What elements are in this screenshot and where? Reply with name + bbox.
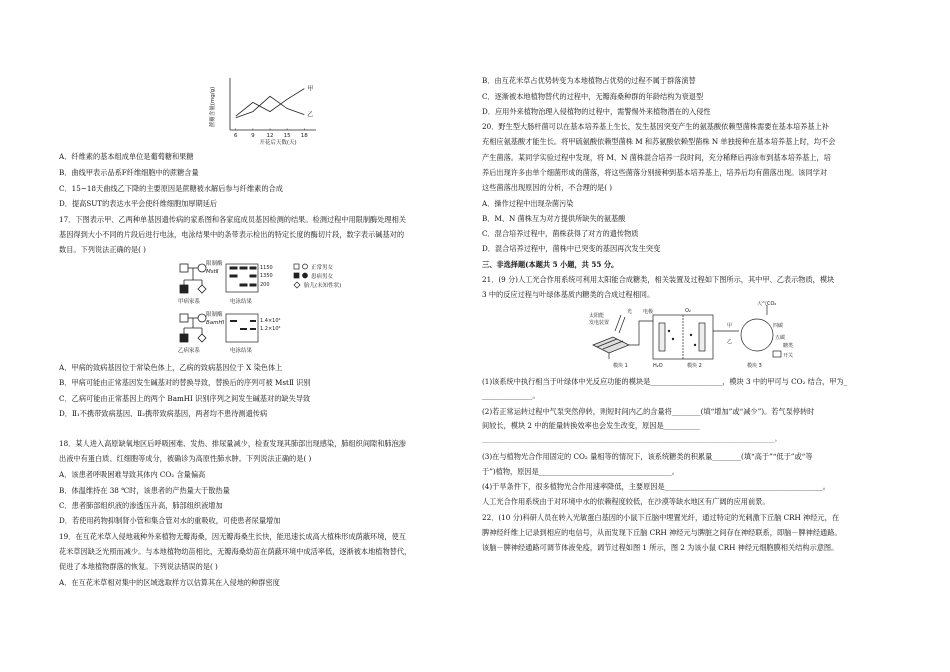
q18-stem: 出液中有蛋白质、红细胞等成分，被确诊为高原性肺水肿。下列说法正确的是( ) — [59, 454, 312, 463]
gel-caption: 电泳结果 — [230, 348, 253, 354]
q21-part3: (3)在与植物光合作用固定的 CO₂ 量相等的情况下，该系统糖类的积累量________(填“高于”“低于”或“等 — [482, 452, 813, 461]
pedigree-figure-b — [174, 310, 334, 356]
q20-stem: 产生菌落。某同学实验过程中发现，将 M、N 菌株混合培养一段时间，充分稀释后再涂布到基本培养基上，培 — [482, 153, 831, 162]
q19-option-a: A．在互花米草相对集中的区域选取样方以估算其在入侵地的种群密度 — [59, 578, 280, 587]
artificial-photosynthesis-figure — [587, 301, 807, 371]
q22-stem: 脾神经纤维上记录到相应的电信号，从而发现下丘脑 CRH 神经元与脾脏之间存在神经联系，即脑－脾神经通路。 — [482, 528, 842, 537]
jia-label: 甲 — [727, 323, 733, 329]
q19-option-c: C．逐渐被本地植物替代的过程中，无瓣海桑种群的年龄结构为衰退型 — [482, 92, 704, 101]
enzyme-label: 限制酶 — [206, 261, 223, 267]
pedigree-figure-a — [174, 258, 384, 308]
q21-part3: 于”)植物，原因是_____________________________________。 — [482, 467, 679, 476]
q17-option-d: D．Ⅱ₁不携带致病基因、Ⅱ₂携带致病基因，两者均不患待测遗传病 — [59, 409, 268, 418]
module1-label: 模块 1 — [613, 363, 628, 369]
q16-option-d: D．提高SUT的表达水平会使纤维细胞加厚期延后 — [59, 199, 218, 208]
panel-label: 发电装置 — [589, 320, 610, 326]
q21-part2: (2)若正常运转过程中气泵突然停转，则短时间内乙的含量将________(填“增加”或“减少”)。若气泵停转时 — [482, 407, 815, 416]
q21-stem: 3 中的反应过程与叶绿体基质内糖类的合成过程相同。 — [482, 290, 655, 299]
x-tick-label: 15 — [283, 133, 291, 139]
q20-option-a: A．操作过程中出现杂菌污染 — [482, 199, 574, 208]
q19-option-d: D．应用外来植物治理入侵植物的过程中，需警惕外来植物潜在的入侵性 — [482, 107, 711, 116]
family-caption: 甲病家系 — [178, 299, 201, 305]
family-caption: 乙病家系 — [178, 348, 201, 354]
five-carbon-label: 五碳 — [775, 335, 786, 341]
switch-label: 开关 — [783, 353, 794, 359]
q18-option-c: C．患者肺部组织液的渗透压升高，肺部组织液增加 — [59, 501, 223, 510]
q19-option-b: B．由互花米草占优势转变为本地植物占优势的过程不属于群落演替 — [482, 76, 696, 85]
q20-option-d: D．混合培养过程中，菌株中已突变的基因再次发生突变 — [482, 244, 661, 253]
q17-stem: 基因得到大小不同的片段后进行电泳，电泳结果中的条带表示检出的特定长度的酶切片段，数字表示碱基对的 — [59, 230, 405, 239]
module3-label: 模块 3 — [747, 363, 762, 369]
yi-label: 乙 — [727, 339, 733, 345]
legend-normal: 正常男女 — [311, 265, 334, 271]
light-label: 光 — [627, 309, 633, 315]
series-line-1 — [236, 89, 305, 117]
q21-part4: 人工光合作用系统由于对环境中水的依赖程度较低，在沙漠等缺水地区有广阔的应用前景。 — [482, 497, 770, 506]
sucrose-line-chart — [206, 76, 341, 148]
q19-stem: 19．在互花米草入侵地栽种外来植物无瓣海桑，因无瓣海桑生长快，能迅速长成高大植株形成荫蔽环境，使互 — [59, 532, 406, 541]
enzyme-label: 限制酶 — [206, 312, 223, 318]
series-line-2 — [236, 96, 305, 117]
q20-option-c: C．混合培养过程中，菌株获得了对方的遗传物质 — [482, 229, 639, 238]
enzyme-name: MstⅡ — [206, 269, 219, 275]
q17-option-b: B．甲病可能由正常基因发生碱基对的替换导致，替换后的序列可被 MstⅡ 识别 — [59, 378, 311, 387]
q21-part1: (1)该系统中执行相当于叶绿体中光反应功能的模块是____________________，模块 3 中的甲可与 CO₂ 结合，甲为_ — [482, 377, 848, 386]
air-co2-label: 大气CO₂ — [757, 301, 777, 307]
q16-option-b: B．曲线甲表示品系F纤维细胞中的蔗糖含量 — [59, 168, 199, 177]
q16-option-a: A．纤维素的基本组成单位是葡萄糖和果糖 — [59, 152, 194, 161]
q18-option-a: A．该患者呼吸困难导致其体内 CO₂ 含量偏高 — [59, 470, 206, 479]
band-size: 1.2×10⁴ — [260, 326, 281, 332]
y-axis-label: 蔗糖含量(mg/g) — [210, 86, 216, 128]
x-axis-label: 开花后天数(天) — [259, 140, 297, 146]
q20-stem: 充相应氨基酸才能生长。将甲硫氨酸依赖型菌株 M 和苏氨酸依赖型菌株 N 单独接种在基本培养基上时，均不会 — [482, 137, 836, 146]
band-size: 1150 — [260, 265, 273, 271]
q18-stem: 18．某人进入高原缺氧地区后呼吸困难、发热、排尿量减少，检查发现其肺部出现感染，肺组织间隙和肺泡渗 — [59, 439, 406, 448]
q21-stem: 21．(9 分)人工光合作用系统可利用太阳能合成糖类，相关装置及过程如下图所示，其中甲、乙表示物质，模块 — [482, 275, 835, 284]
series-label: 乙 — [307, 111, 314, 119]
four-carbon-label: 四碳 — [773, 323, 784, 329]
band-size: 1.4×10⁴ — [260, 318, 281, 324]
x-tick-label: 12 — [266, 133, 274, 139]
gel-caption: 电泳结果 — [230, 299, 253, 305]
sugar-label: 糖类 — [783, 343, 794, 349]
q21-part2: 间较长，模块 2 中的能量转换效率也会发生改变，原因是__________ — [482, 421, 700, 430]
q19-stem: 花米草因缺乏光照而减少。与本地植物幼苗相比，无瓣海桑幼苗在荫蔽环境中成活率低，逐渐被本地植物替代， — [59, 547, 412, 556]
legend-fetus: 胎儿(未知性状) — [304, 283, 342, 289]
q21-part4: (4)干旱条件下，很多植物光合作用速率降低，主要原因是____________________________________________。 — [482, 482, 830, 491]
enzyme-name: BamHⅠ — [206, 320, 225, 326]
q20-stem: 养后出现许多由单个细菌形成的菌落，将这些菌落分别接种到基本培养基上，培养后均有菌落出现。该同学对 — [482, 168, 828, 177]
legend-affected: 患病男女 — [311, 274, 334, 280]
section-heading: 三、非选择题(本题共 5 小题，共 55 分。 — [482, 260, 619, 269]
q17-stem: 17．下图表示甲、乙两种单基因遗传病的家系图和各家庭成员基因检测的结果。检测过程中用限制酶处理相关 — [59, 215, 406, 224]
q17-option-a: A．甲病的致病基因位于常染色体上，乙病的致病基因位于 X 染色体上 — [59, 363, 283, 372]
q18-option-d: D．若使用药物抑制肾小管和集合管对水的重吸收，可使患者尿量增加 — [59, 516, 281, 525]
solar-label: 太阳能 — [589, 313, 605, 319]
q17-option-c: C．乙病可能由正常基因上的两个 BamHⅠ 识别序列之间发生碱基对的缺失导致 — [59, 394, 311, 403]
q18-option-b: B．体温维持在 38 ℃时，该患者的产热量大于散热量 — [59, 486, 230, 495]
q16-option-c: C．15~18天曲线乙下降的主要原因是蔗糖被水解后参与纤维素的合成 — [59, 184, 283, 193]
q21-part2: _____________________________________________________________________________________________________。 — [482, 437, 781, 443]
q21-part1: ______________。 — [482, 391, 540, 400]
band-size: 200 — [260, 282, 270, 288]
electrode-label: 电极 — [643, 309, 654, 315]
band-size: 1350 — [260, 273, 273, 279]
x-tick-label: 9 — [251, 133, 255, 139]
q20-option-b: B．M、N 菌株互为对方提供所缺失的氨基酸 — [482, 214, 626, 223]
module2-label: 模块 2 — [687, 363, 702, 369]
x-tick-label: 6 — [233, 133, 238, 139]
q17-stem: 数目。下列说法正确的是( ) — [59, 245, 146, 254]
series-label: 甲 — [307, 85, 314, 93]
q20-stem: 这些菌落出现原因的分析，不合理的是( ) — [482, 183, 613, 192]
x-tick-label: 18 — [300, 133, 308, 139]
q22-stem: 该脑－脾神经通路可调节体液免疫，调节过程如图 1 所示，图 2 为该小鼠 CRH 神经元细胞膜相关结构示意图。 — [482, 543, 839, 552]
q19-stem: 促进了本地植物群落的恢复。下列说法错误的是( ) — [59, 562, 218, 571]
h2o-label: H₂O — [653, 363, 663, 369]
q20-stem: 20．野生型大肠杆菌可以在基本培养基上生长，发生基因突变产生的氨基酸依赖型菌株需要在基本培养基上补 — [482, 122, 829, 131]
q22-stem: 22．(10 分)科研人员在转入光敏蛋白基因的小鼠下丘脑中埋置光纤，通过特定的光刺激下丘脑 CRH 神经元，在 — [482, 513, 840, 522]
o2-label: O₂ — [685, 308, 691, 314]
